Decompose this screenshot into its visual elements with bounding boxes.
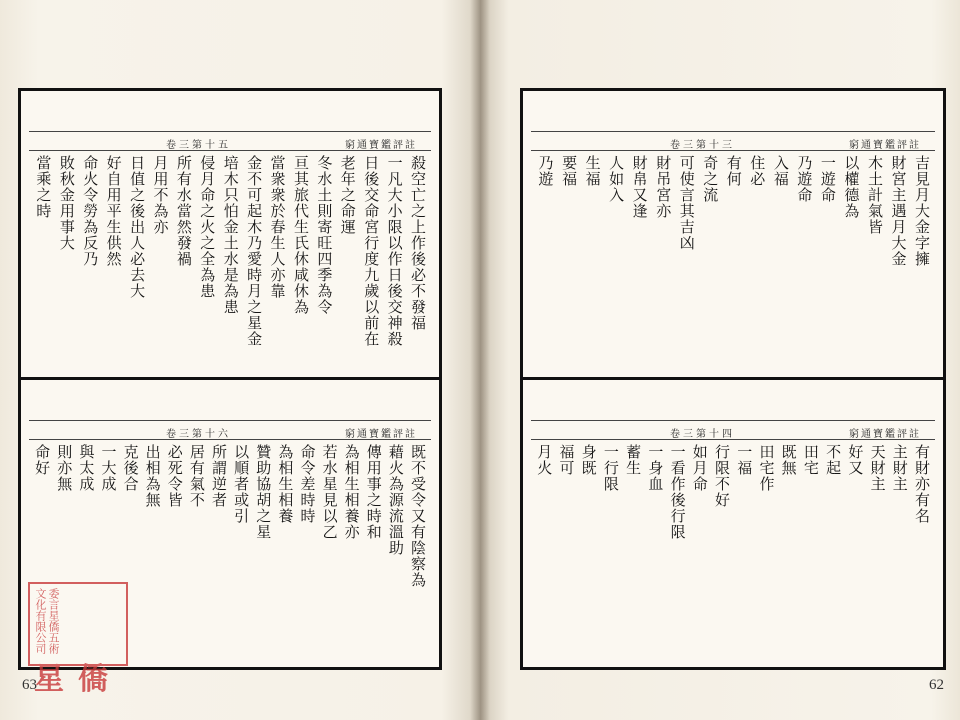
text-column: 一凡大小限以作日後交神殺 (385, 155, 404, 347)
text-column: 天財主 (868, 444, 887, 492)
text-column: 傳用事之時和 (364, 444, 383, 540)
text-column: 吉見月大金字擁 (913, 155, 931, 267)
book-title: 窮通寶鑑評註 (849, 140, 921, 151)
text-column: 好自用平生供然 (104, 155, 123, 267)
seal-text: 委言星僑五術文化有限公司 (34, 588, 60, 654)
right-bottom-header (531, 420, 935, 440)
text-column: 如月命 (690, 444, 709, 492)
text-column: 財宮主遇月大金 (889, 155, 908, 267)
text-column: 一遊命 (818, 155, 837, 203)
text-column: 敗秋金用事大 (57, 155, 76, 251)
text-column: 培木只怕金土水是為患 (221, 155, 240, 315)
text-column: 財吊宮亦 (654, 155, 673, 219)
text-column: 命火令勞為反乃 (81, 155, 100, 267)
text-column: 田宅 (801, 444, 820, 476)
text-column: 奇之流 (701, 155, 720, 203)
text-column: 侵月命之火之全為患 (198, 155, 217, 299)
text-column: 既不受令又有陰察為 (409, 444, 427, 588)
page-number: 62 (929, 677, 944, 693)
text-column: 要福 (560, 155, 579, 187)
text-column: 殺空亡之上作後必不發福 (409, 155, 427, 331)
text-column: 所謂逆者 (210, 444, 228, 508)
right-top-header (531, 131, 935, 151)
text-column: 若水星見以乙 (320, 444, 339, 540)
book-title: 窮通寶鑑評註 (345, 140, 417, 151)
text-column: 財帛又逢 (630, 155, 649, 219)
text-column: 必死令皆 (165, 444, 184, 508)
text-column: 人如入 (607, 155, 626, 203)
text-column: 一行限 (601, 444, 620, 492)
right-bottom-section (523, 380, 943, 661)
right-top-text (533, 155, 933, 367)
text-column: 日值之後出人必去大 (128, 155, 147, 299)
text-column: 田宅作 (757, 444, 776, 492)
text-column: 金不可起木乃愛時月之星金 (245, 155, 264, 347)
left-top-text (31, 155, 429, 367)
text-column: 月用不為亦 (151, 155, 170, 235)
seal-logo-text: 星僑 (34, 662, 122, 697)
text-column: 克後合 (121, 444, 140, 492)
text-column: 為相生相養亦 (342, 444, 361, 540)
text-column: 一福 (735, 444, 754, 476)
text-column: 有何 (724, 155, 743, 187)
left-top-header (29, 131, 431, 151)
text-column: 乃遊 (536, 155, 555, 187)
publisher-seal (28, 582, 124, 697)
book-title: 窮通寶鑑評註 (345, 429, 417, 440)
text-column: 藉火為源流溫助 (386, 444, 405, 556)
volume-label: 卷三第十四 (670, 429, 735, 440)
right-page (480, 0, 960, 720)
text-column: 有財亦有名 (913, 444, 931, 524)
text-column: 當乘之時 (34, 155, 53, 219)
text-column: 不起 (824, 444, 843, 476)
text-column: 好又 (846, 444, 865, 476)
text-column: 冬水土則寄旺四季為令 (315, 155, 334, 315)
text-column: 以順者或引 (232, 444, 251, 524)
text-column: 贊助協胡之星 (254, 444, 273, 540)
text-column: 所有水當然發禍 (174, 155, 193, 267)
text-column: 乃遊命 (795, 155, 814, 203)
text-column: 居有氣不 (187, 444, 206, 508)
text-column: 以權德為 (842, 155, 861, 219)
text-column: 一看作後行限 (668, 444, 687, 540)
text-column: 當衆衆於春生人亦靠 (268, 155, 287, 299)
left-bottom-header (29, 420, 431, 440)
text-column: 為相生相養 (276, 444, 295, 524)
text-column: 一大成 (99, 444, 118, 492)
book-title: 窮通寶鑑評註 (849, 429, 921, 440)
text-column: 則亦無 (55, 444, 74, 492)
text-column: 身既 (579, 444, 598, 476)
text-column: 行限不好 (713, 444, 731, 508)
text-column: 亘其旅代生氏休咸休為 (291, 155, 310, 315)
page-number: 63 (22, 677, 37, 693)
right-page-frame (520, 88, 946, 670)
text-column: 主財主 (890, 444, 909, 492)
text-column: 福可 (557, 444, 576, 476)
volume-label: 卷三第十五 (166, 140, 231, 151)
right-bottom-text (533, 444, 933, 651)
text-column: 既無 (779, 444, 798, 476)
text-column: 入福 (771, 155, 790, 187)
text-column: 命令差時時 (298, 444, 317, 524)
text-column: 木土計氣皆 (865, 155, 884, 235)
volume-label: 卷三第十三 (670, 140, 735, 151)
left-top-section (21, 91, 439, 380)
volume-label: 卷三第十六 (166, 429, 231, 440)
text-column: 可使言其吉凶 (677, 155, 696, 251)
text-column: 月火 (535, 444, 554, 476)
text-column: 一身血 (646, 444, 665, 492)
right-top-section (523, 91, 943, 380)
text-column: 日後交命宮行度九歲以前在 (362, 155, 381, 347)
text-column: 住必 (748, 155, 767, 187)
text-column: 老年之命運 (338, 155, 357, 235)
text-column: 生福 (583, 155, 602, 187)
text-column: 出相為無 (143, 444, 162, 508)
text-column: 蓄生 (624, 444, 643, 476)
text-column: 命好 (33, 444, 52, 476)
book-gutter (470, 0, 490, 720)
text-column: 與太成 (77, 444, 96, 492)
